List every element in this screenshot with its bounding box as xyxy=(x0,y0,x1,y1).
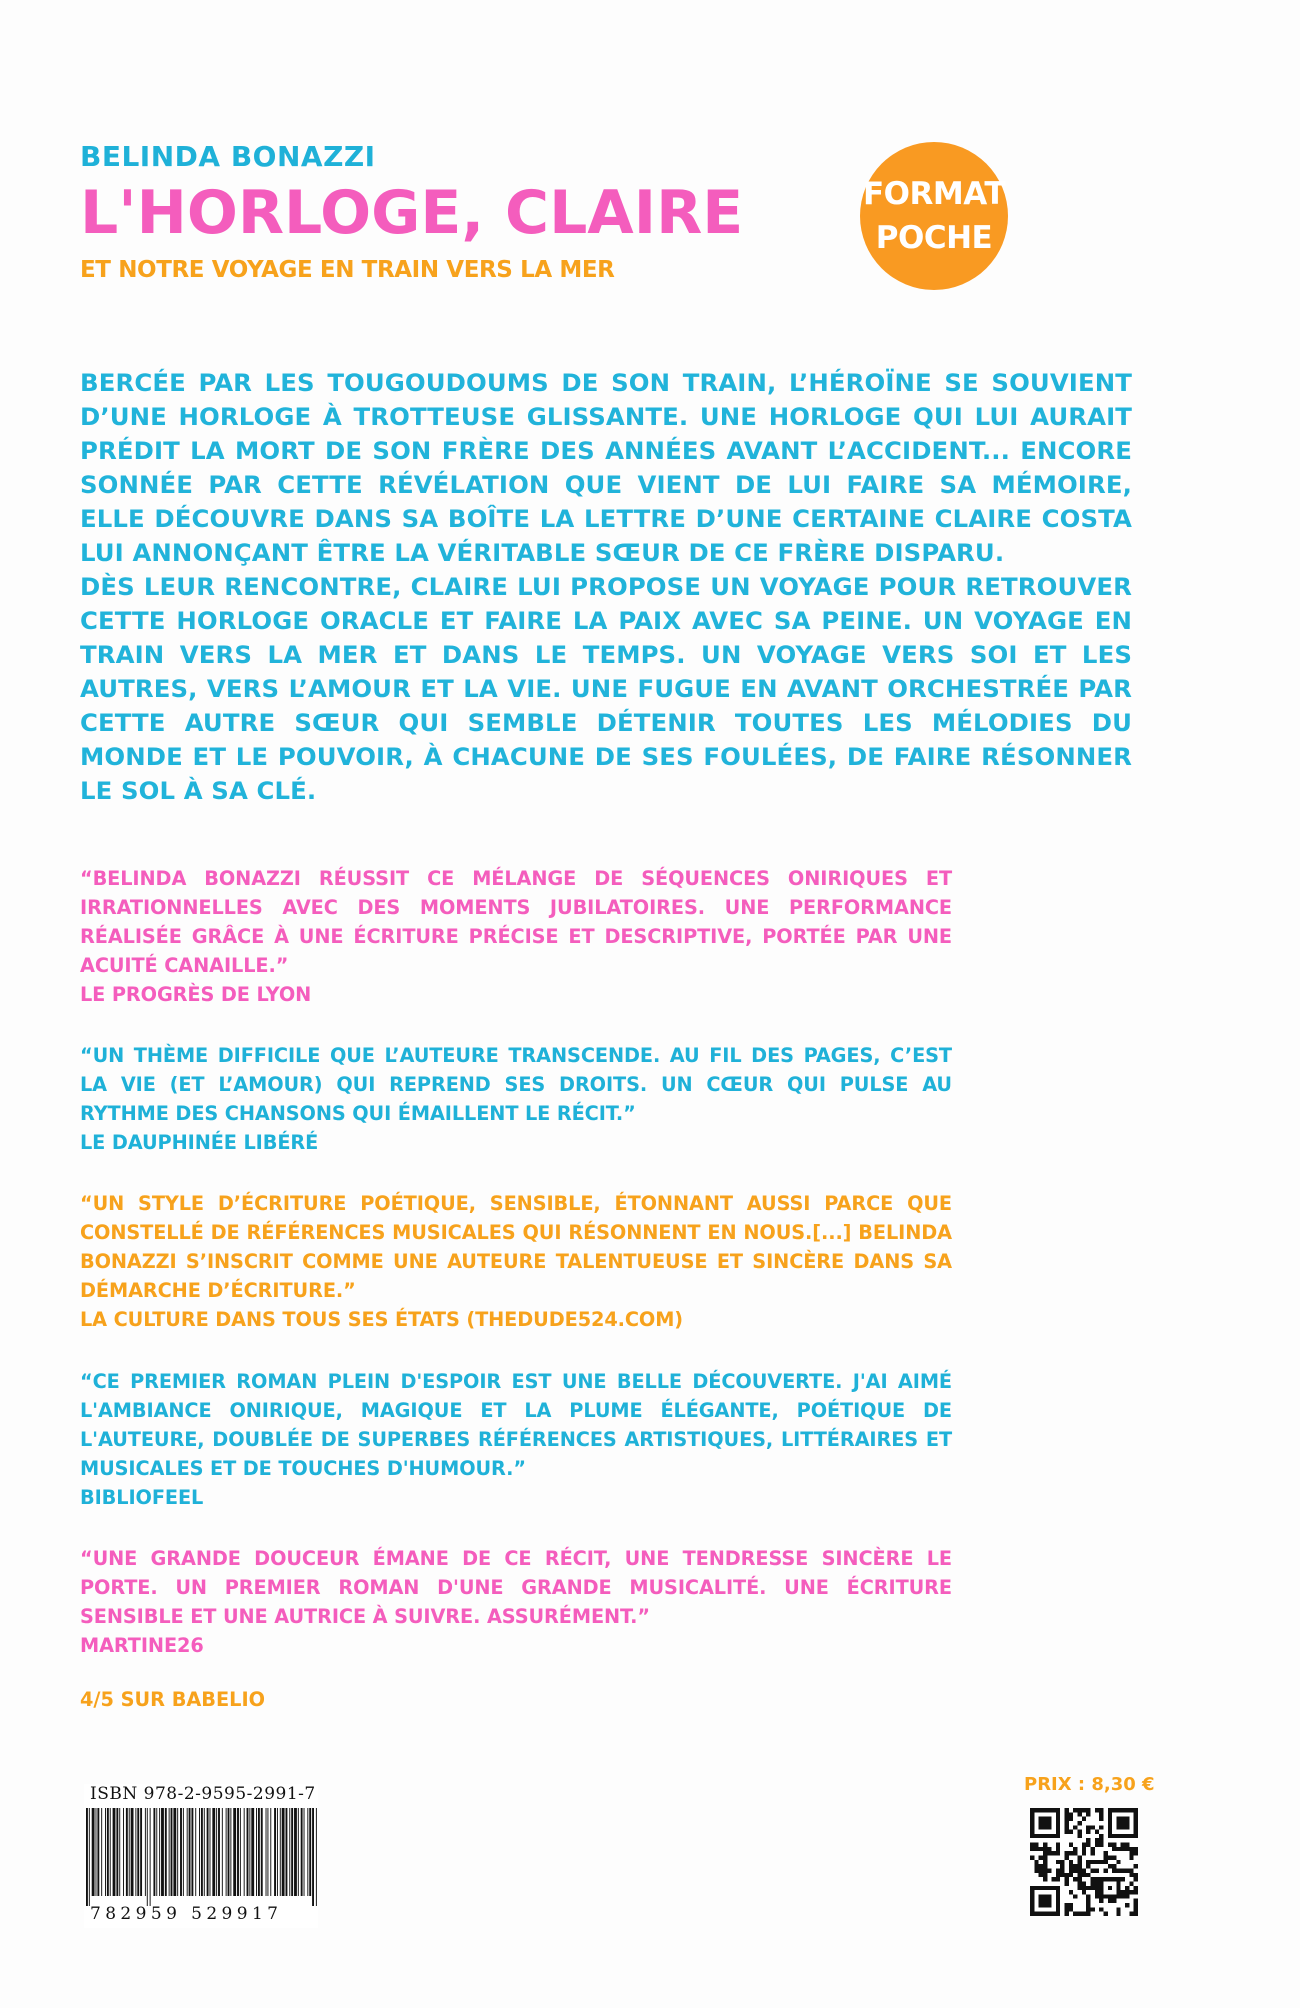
author-name: BELINDA BONAZZI xyxy=(80,140,376,173)
review-5 xyxy=(80,1544,952,1660)
review-quote: “BELINDA BONAZZI RÉUSSIT CE MÉLANGE DE SÉQUENCES ONIRIQUES ET IRRATIONNELLES AVEC DES MOMENTS JUBILATOIRES. UNE PERFORMANCE RÉALISÉE GRÂCE À UNE ÉCRITURE PRÉCISE ET DESCRIPTIVE, PORTÉE PAR UNE ACUITÉ CANAILLE.” xyxy=(80,867,952,977)
review-4 xyxy=(80,1367,952,1512)
book-title: L'HORLOGE, CLAIRE xyxy=(80,178,744,248)
format-poche-badge xyxy=(860,142,1008,290)
review-quote: “UNE GRANDE DOUCEUR ÉMANE DE CE RÉCIT, UNE TENDRESSE SINCÈRE LE PORTE. UN PREMIER ROMAN D'UNE GRANDE MUSICALITÉ. UNE ÉCRITURE SENSIBLE ET UNE AUTRICE À SUIVRE. ASSURÉMENT.” xyxy=(80,1547,952,1628)
synopsis-paragraph-1: BERCÉE PAR LES TOUGOUDOUMS DE SON TRAIN, L’HÉROÏNE SE SOUVIENT D’UNE HORLOGE À TROTTEUSE GLISSANTE. UNE HORLOGE QUI LUI AURAIT PRÉDIT LA MORT DE SON FRÈRE DES ANNÉES AVANT L’ACCIDENT... ENCORE SONNÉE PAR CETTE RÉVÉLATION QUE VIENT DE LUI FAIRE SA MÉMOIRE, ELLE DÉCOUVRE DANS SA BOÎTE LA LETTRE D’UNE CERTAINE CLAIRE COSTA LUI ANNONÇANT ÊTRE LA VÉRITABLE SŒUR DE CE FRÈRE DISPARU. xyxy=(80,368,1132,567)
barcode-icon xyxy=(84,1808,318,1906)
review-source: BIBLIOFEEL xyxy=(80,1486,204,1509)
synopsis xyxy=(80,366,1132,808)
review-quote: “UN STYLE D’ÉCRITURE POÉTIQUE, SENSIBLE, ÉTONNANT AUSSI PARCE QUE CONSTELLÉ DE RÉFÉRENCES MUSICALES QUI RÉSONNENT EN NOUS.[...] BELINDA BONAZZI S’INSCRIT COMME UNE AUTEURE TALENTUEUSE ET SINCÈRE DANS SA DÉMARCHE D’ÉCRITURE.” xyxy=(80,1192,952,1302)
review-3 xyxy=(80,1189,952,1334)
isbn-label: ISBN 978-2-9595-2991-7 xyxy=(90,1784,316,1804)
qr-code-icon xyxy=(1030,1808,1138,1916)
babelio-rating: 4/5 SUR BABELIO xyxy=(80,1688,266,1711)
review-source: LE DAUPHINÉE LIBÉRÉ xyxy=(80,1131,319,1154)
synopsis-paragraph-2: DÈS LEUR RENCONTRE, CLAIRE LUI PROPOSE UN VOYAGE POUR RETROUVER CETTE HORLOGE ORACLE ET FAIRE LA PAIX AVEC SA PEINE. UN VOYAGE EN TRAIN VERS LA MER ET DANS LE TEMPS. UN VOYAGE VERS SOI ET LES AUTRES, VERS L’AMOUR ET LA VIE. UNE FUGUE EN AVANT ORCHESTRÉE PAR CETTE AUTRE SŒUR QUI SEMBLE DÉTENIR TOUTES LES MÉLODIES DU MONDE ET LE POUVOIR, À CHACUNE DE SES FOULÉES, DE FAIRE RÉSONNER LE SOL À SA CLÉ. xyxy=(80,572,1132,805)
review-source: LA CULTURE DANS TOUS SES ÉTATS (THEDUDE524.COM) xyxy=(80,1308,684,1331)
barcode-digits: 782959 529917 xyxy=(90,1904,283,1924)
review-source: LE PROGRÈS DE LYON xyxy=(80,983,312,1006)
isbn-barcode xyxy=(84,1784,318,1928)
badge-line-1: FORMAT xyxy=(863,176,1005,212)
book-subtitle: ET NOTRE VOYAGE EN TRAIN VERS LA MER xyxy=(80,257,615,283)
review-quote: “UN THÈME DIFFICILE QUE L’AUTEURE TRANSCENDE. AU FIL DES PAGES, C’EST LA VIE (ET L’AMOUR) QUI REPREND SES DROITS. UN CŒUR QUI PULSE AU RYTHME DES CHANSONS QUI ÉMAILLENT LE RÉCIT.” xyxy=(80,1044,952,1125)
review-2 xyxy=(80,1041,952,1157)
review-source: MARTINE26 xyxy=(80,1634,204,1657)
review-1 xyxy=(80,864,952,1009)
review-quote: “CE PREMIER ROMAN PLEIN D'ESPOIR EST UNE BELLE DÉCOUVERTE. J'AI AIMÉ L'AMBIANCE ONIRIQUE, MAGIQUE ET LA PLUME ÉLÉGANTE, POÉTIQUE DE L'AUTEURE, DOUBLÉE DE SUPERBES RÉFÉRENCES ARTISTIQUES, LITTÉRAIRES ET MUSICALES ET DE TOUCHES D'HUMOUR.” xyxy=(80,1370,952,1480)
badge-line-2: POCHE xyxy=(875,220,993,256)
price: PRIX : 8,30 € xyxy=(1024,1774,1155,1795)
